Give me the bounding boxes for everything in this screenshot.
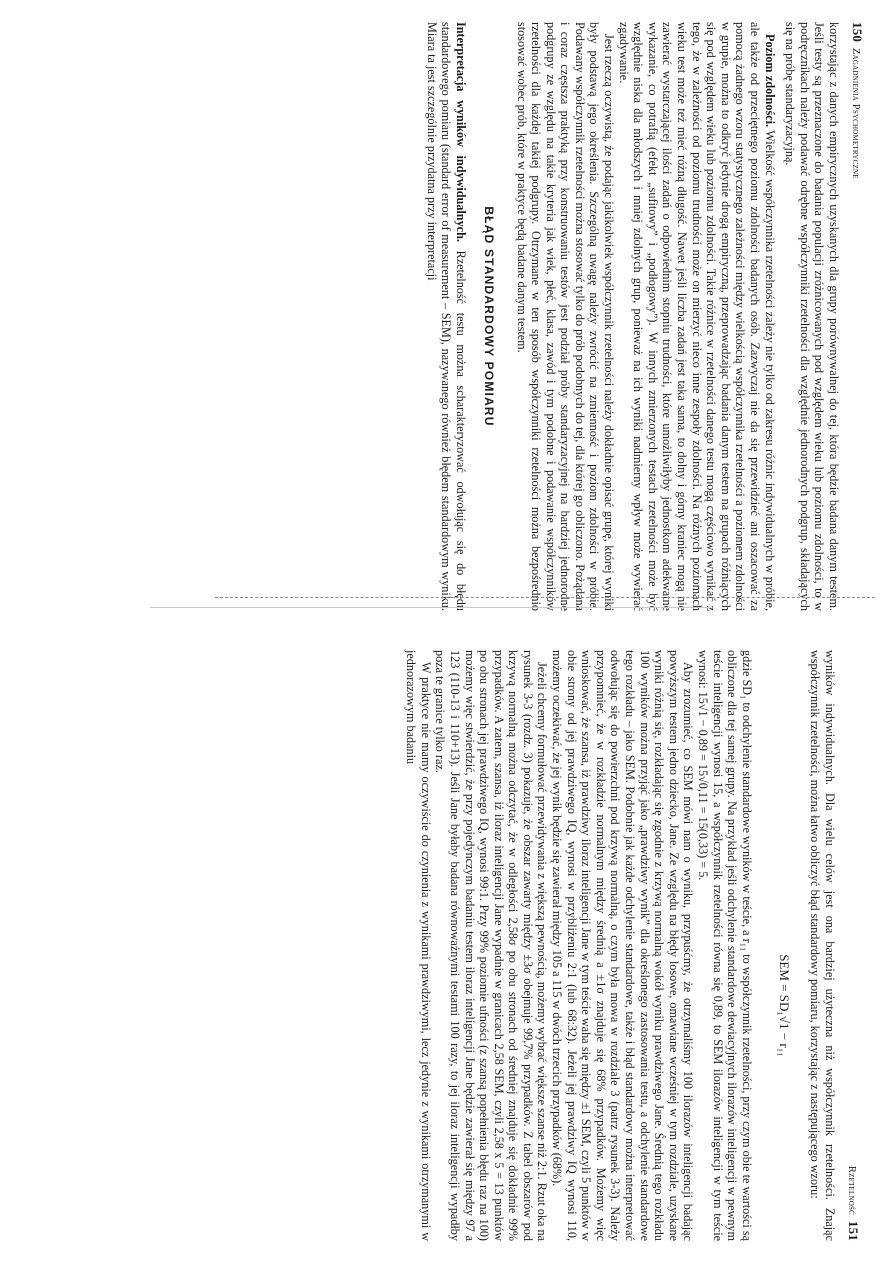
- running-header: [849, 22, 865, 611]
- sem-formula: SEM = SD₁√1 − r₁₁: [776, 954, 792, 1057]
- paragraph: Aby zrozumieć, co SEM mówi nam o wyniku, przypuśćmy, że otrzymaliśmy 100 ilorazów inteligencji badając powyższym testem jedno dziecko, Jane. Ze względu na błędy losowe, omawiane wcześniej w tym rozdziale, uzyskane wyniki różnią się, rozkładając się zgodnie z krzywą normalną wokół wyniku prawdziwego Jane. Średnią tego rozkładu 100 wyników można przyjąć jako „prawdziwy wynik” dla określonego zastosowania testu, a odchylenie standardowe tego rozkładu – jako SEM. Podobnie jak każde odchylenie standardowe, także i błąd standardowy można interpretować odwołując się do powierzchni pod krzywą normalną, o czym była mowa w rozdziale 3 (patrz rysunek 3-3). Należy przypomnieć, że w rozkładzie normalnym między średnią a ±1σ znajduje się 68% przypadków. Możemy więc wnioskować, że szansa, iż prawdziwy iloraz inteligencji Jane w tym teście waha się między ±1 SEM, czyli 5 punktów w obie strony od jej prawdziwego IQ, wynosi w przybliżeniu 2:1 (lub 68:32). Jeżeli jej prawdziwy IQ wynosi 110, możemy oczekiwać, że jej wynik będzie się zawierał między 105 a 115 w dwóch trzecich przypadków (68%).: [550, 650, 696, 1241]
- page-fold-shadow: [150, 607, 710, 608]
- paragraph: wyników indywidualnych. Dla wielu celów jest ona bardziej użyteczna niż współczynnik rzetelności. Znając współczynnik rzetelności, można łatwo obliczyć błąd standardowy pomiaru, korzystając z następującego wzoru:: [808, 650, 837, 1241]
- paragraph: [424, 22, 468, 611]
- paragraph: gdzie SD₁ to odchylenie standardowe wyników w teście, a r₁₁ to współczynnik rzetelności, przy czym obie te wartości są obliczone dla tej samej grupy. Na przykład jeśli odchylenie standardowe dewiacyjnych ilorazów inteligencji w pewnym teście inteligencji wynosi 15, a współczynnik rzetelności równa się 0,89, to SEM ilorazów inteligencji w tym teście wynosi: 15√1 − 0,89 = 15√0,11 = 15(0,33) = 5.: [696, 650, 754, 1241]
- paragraph: W praktyce nie mamy oczywiście do czynienia z wynikami prawdziwymi, lecz jedynie z wynikami otrzymanymi w jednorazowym badaniu: [404, 650, 433, 1241]
- paragraph: Jeżeli chcemy formułować przewidywania z większą pewnością, możemy wybrać większe szanse niż 2:1. Rzut oka na rysunek 3-3 (rozdz. 3) pokazuje, że obszar zawarty między ±3σ obejmuje 99,7% przypadków. Z tabel obszarów pod krzywą normalną można odczytać, że w odległości 2,58σ po obu stronach od średniej znajduje się dokładnie 99% przypadków. A zatem, szansa, iż iloraz inteligencji Jane wypadnie w granicach 2,58 SEM, czyli 2,58 x 5 = 13 punktów po obu stronach jej prawdziwego IQ, wynosi 99:1. Przy 99% poziomie ufności (z szansą popełnienia błędu raz na 100) możemy więc stwierdzić, że przy pojedynczym badaniu testem iloraz inteligencji Jane będzie zawierał się między 97 a 123 (110-13 i 110+13). Jeśli Jane byłaby badana równoważnymi testami 100 razy, to jej iloraz inteligencji wypadłby poza te granice tylko raz.: [433, 650, 550, 1241]
- page-151: [0, 632, 893, 1263]
- paragraph: [616, 22, 777, 611]
- page-number: 150: [850, 22, 865, 43]
- paragraph: Jest rzeczą oczywistą, że podając jakikolwiek współczynnik rzetelności należy dokładnie opisać grupę, której wyniki były podstawą jego określenia. Szczególną uwagę należy zwrócić na zmienność i poziom zdolności w próbie. Podawany współczynnik rzetelności można stosować tylko do prób podobnych do tej, dla której go obliczono. Pożądana i coraz częstsza praktyką przy konstruowaniu testów jest podział próby standaryzacyjnej na bardziej jednorodne podgrupy ze względu na takie kryteria jak wiek, płeć, klasa, zawód i tym podobne i podawanie współczynników rzetelności dla każdej takiej podgrupy. Otrzymane w ten sposób współczynniki rzetelności można bezpośrednio stosować wobec prób, które w praktyce będą badane danym testem.: [514, 22, 617, 611]
- section-heading: BŁĄD STANDARDOWY POMIARU: [481, 206, 496, 427]
- running-head-title: Rzetelność: [846, 1165, 857, 1215]
- lead-in: Poziom zdolności.: [762, 34, 777, 128]
- paragraph-text: Rzetelność testu można scharakteryzować odwołując się do błędu standardowego pomiaru (standard error of measurement – SEM), nazywanego również błędem standardowym wyniku. Miara ta jest szczególnie przydatna przy interpretacji: [424, 22, 468, 611]
- paragraph: korzystając z danych empirycznych uzyskanych dla grupy porównywalnej do tej, która będzie badana danym testem. Jeśli testy są przeznaczone do badania populacji zróżnicowanych pod względem wieku lub poziomu zdolności, to w podręcznikach należy podawać odrębne współczynniki rzetelności dla względnie jednorodnych podgrup, składających się na próbę standaryzacyjną.: [783, 22, 841, 611]
- lead-in: Interpretacja wyników indywidualnych.: [453, 22, 468, 242]
- page-150: [0, 0, 893, 631]
- paragraph-text: Wielkość współczynnika rzetelności zależy nie tylko od zakresu różnic indywidualnych w próbie, ale także od przeciętnego poziomu zdolności badanych osób. Zazwyczaj nie da się przewidzieć ani oszacować za pomocą żadnego wzoru statystycznego zależności między wielkością współczynnika rzetelności a poziomem zdolności w grupie, można to odkryć jedynie drogą empiryczną, przeprowadzając badania danym testem na grupach różniących się pod względem wieku lub poziomu zdolności. Takie różnice w rzetelności danego testu mogą częściowo wynikać z tego, że w zależności od poziomu trudności może on mierzyć nieco inne zespoły zdolności. Na różnych poziomach wieku test może też mieć różną długość. Nawet jeśli liczba zadań jest taka sama, to dolny i górny kraniec mogą nie zawierać wystarczającej ilości zadań o odpowiednim stopniu trudności, które umożliwiłyby jednostkom adekwatne wykazanie, co potrafią (efekt „sufitowy” i „podłogowy”). W innych zmierzonych testach rzetelności może być względnie niska dla młodszych i mniej zdolnych grup, ponieważ na ich wyniki nadmierny wpływ może wywierać zgadywanie.: [616, 22, 777, 611]
- page-fold-line: [215, 597, 875, 598]
- running-header: [845, 650, 861, 1241]
- page-150-content: [0, 0, 893, 631]
- page-number: 151: [846, 1220, 861, 1241]
- running-head-title: Zagadnienia Psychometryczne: [850, 48, 861, 179]
- page-151-content: [0, 632, 893, 1263]
